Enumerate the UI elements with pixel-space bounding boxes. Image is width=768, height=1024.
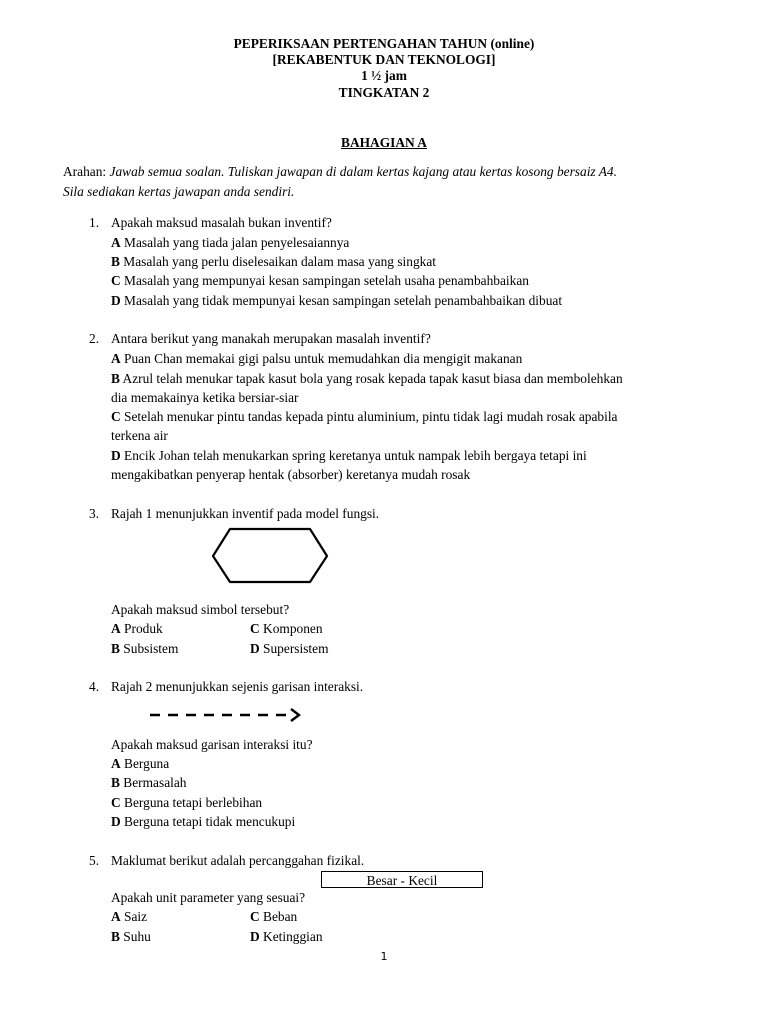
hexagon-symbol-diagram	[210, 527, 330, 585]
option-text: Suhu	[123, 929, 151, 944]
option-a	[111, 235, 349, 251]
option-b-continued: dia memakainya ketika bersiar-siar	[111, 390, 299, 405]
question-number: 4.	[89, 679, 100, 694]
option-text: Masalah yang mempunyai kesan sampingan setelah usaha penambahbaikan	[124, 273, 529, 288]
option-c-continued: terkena air	[111, 428, 168, 443]
option-text: Berguna	[124, 756, 170, 771]
option-letter: D	[111, 293, 121, 308]
option-d	[250, 641, 329, 657]
option-letter: A	[111, 621, 121, 636]
page-number: 1	[380, 950, 388, 963]
option-d	[111, 448, 587, 464]
question-prompt: Apakah unit parameter yang sesuai?	[111, 890, 306, 905]
option-letter: D	[250, 929, 260, 944]
exam-title: PEPERIKSAAN PERTENGAHAN TAHUN (online)	[233, 36, 535, 51]
option-b	[111, 254, 436, 270]
option-text: Komponen	[263, 621, 323, 636]
instructions-line2: Sila sediakan kertas jawapan anda sendiri.	[63, 184, 295, 199]
option-letter: C	[111, 273, 121, 288]
option-text: Setelah menukar pintu tandas kepada pintu aluminium, pintu tidak lagi mudah rosak apabila	[124, 409, 618, 424]
option-letter: D	[111, 814, 121, 829]
option-letter: B	[111, 929, 120, 944]
option-text: Saiz	[124, 909, 148, 924]
question-text: Maklumat berikut adalah percanggahan fizikal.	[111, 853, 365, 868]
option-letter: D	[250, 641, 260, 656]
option-a	[111, 756, 169, 772]
option-d	[111, 814, 295, 830]
option-d-continued: mengakibatkan penyerap hentak (absorber) keretanya mudah rosak	[111, 467, 471, 482]
option-c	[111, 273, 529, 289]
option-text: Masalah yang perlu diselesaikan dalam masa yang singkat	[123, 254, 437, 269]
option-letter: C	[250, 621, 260, 636]
option-b	[111, 929, 151, 945]
option-letter: B	[111, 254, 120, 269]
question-number: 5.	[89, 853, 100, 868]
option-letter: D	[111, 448, 121, 463]
question-text: Rajah 2 menunjukkan sejenis garisan interaksi.	[111, 679, 364, 694]
option-letter: A	[111, 351, 121, 366]
arrow-head-icon	[291, 709, 299, 721]
instructions	[63, 164, 617, 180]
option-text: Supersistem	[263, 641, 329, 656]
question-text: Apakah maksud masalah bukan inventif?	[111, 215, 332, 230]
option-c	[250, 909, 297, 925]
question-number: 1.	[89, 215, 100, 230]
option-letter: A	[111, 756, 121, 771]
option-text: Encik Johan telah menukarkan spring keretanya untuk nampak lebih bergaya tetapi ini	[124, 448, 587, 463]
option-text: Masalah yang tidak mempunyai kesan sampingan setelah penambahbaikan dibuat	[124, 293, 563, 308]
option-c	[111, 409, 618, 425]
option-text: Bermasalah	[123, 775, 187, 790]
option-letter: B	[111, 641, 120, 656]
option-letter: C	[111, 795, 121, 810]
option-text: Beban	[263, 909, 298, 924]
question-number: 3.	[89, 506, 100, 521]
question-number: 2.	[89, 331, 100, 346]
option-letter: A	[111, 235, 121, 250]
question-text: Antara berikut yang manakah merupakan masalah inventif?	[111, 331, 431, 346]
option-letter: B	[111, 371, 120, 386]
option-text: Subsistem	[123, 641, 179, 656]
option-c	[250, 621, 323, 637]
option-text: Ketinggian	[263, 929, 323, 944]
question-text: Rajah 1 menunjukkan inventif pada model fungsi.	[111, 506, 380, 521]
option-a	[111, 351, 522, 367]
question-prompt: Apakah maksud simbol tersebut?	[111, 602, 290, 617]
option-text: Masalah yang tiada jalan penyelesaiannya	[124, 235, 350, 250]
option-d	[250, 929, 323, 945]
option-letter: C	[111, 409, 121, 424]
option-b	[111, 775, 187, 791]
option-letter: A	[111, 909, 121, 924]
hexagon-shape	[213, 529, 327, 582]
option-text: Azrul telah menukar tapak kasut bola yang rosak kepada tapak kasut biasa dan membolehkan	[122, 371, 623, 386]
option-b	[111, 641, 178, 657]
dashed-arrow-diagram	[148, 706, 304, 724]
option-text: Berguna tetapi tidak mencukupi	[124, 814, 296, 829]
section-title: BAHAGIAN A	[341, 135, 427, 150]
option-b	[111, 371, 623, 387]
exam-level: TINGKATAN 2	[338, 85, 430, 100]
option-text: Produk	[124, 621, 163, 636]
option-text: Berguna tetapi berlebihan	[124, 795, 263, 810]
option-letter: B	[111, 775, 120, 790]
question-prompt: Apakah maksud garisan interaksi itu?	[111, 737, 313, 752]
instructions-label: Arahan:	[63, 164, 107, 179]
option-letter: C	[250, 909, 260, 924]
option-text: Puan Chan memakai gigi palsu untuk memudahkan dia mengigit makanan	[124, 351, 523, 366]
contradiction-box: Besar - Kecil	[321, 871, 483, 888]
option-d	[111, 293, 562, 309]
exam-duration: 1 ½ jam	[361, 68, 407, 83]
option-a	[111, 909, 147, 925]
exam-subject: [REKABENTUK DAN TEKNOLOGI]	[272, 52, 496, 67]
option-a	[111, 621, 163, 637]
option-c	[111, 795, 262, 811]
instructions-line1: Jawab semua soalan. Tuliskan jawapan di dalam kertas kajang atau kertas kosong bersaiz A4.	[109, 164, 617, 179]
